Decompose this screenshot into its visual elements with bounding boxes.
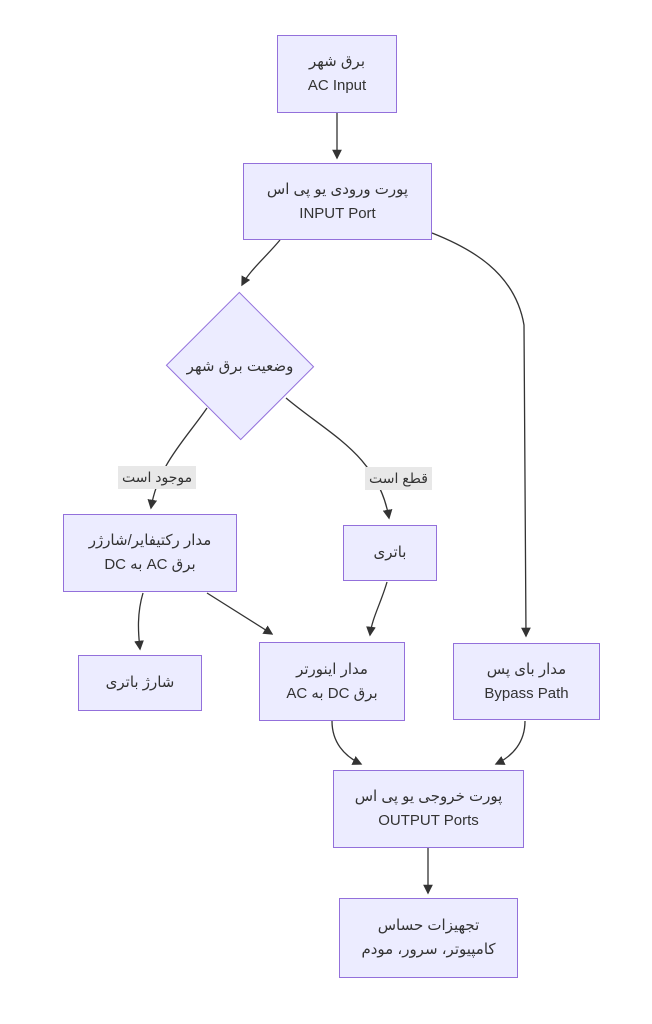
- node-output-port: [333, 770, 524, 848]
- node-battery-charge-label: شارژ باتری: [105, 674, 175, 691]
- node-bypass-label-fa: مدار بای پس: [486, 660, 567, 678]
- node-input-port: [243, 163, 432, 240]
- node-decision-label: وضعیت برق شهر: [186, 358, 294, 375]
- node-sensitive-equipment: [339, 898, 518, 978]
- node-bypass: [453, 643, 600, 720]
- node-inverter-label-fa: مدار اینورتر: [296, 660, 368, 678]
- node-ac-input-label-fa: برق شهر: [308, 53, 365, 70]
- edge-decision-to-battery: [286, 398, 389, 518]
- edge-label-power-cut: قطع است: [365, 467, 432, 490]
- edge-label-power-available: موجود است: [118, 466, 196, 489]
- node-battery: [343, 525, 437, 581]
- node-inverter: [259, 642, 405, 721]
- node-ac-input-label-en: AC Input: [307, 77, 367, 94]
- node-rectifier-label-fa: مدار رکتیفایر/شارژر: [88, 532, 212, 549]
- node-rectifier-charger: [63, 514, 237, 592]
- node-battery-label: باتری: [373, 544, 407, 561]
- edge-inputport-to-decision: [242, 240, 280, 285]
- edge-rectifier-to-inverter: [207, 593, 272, 634]
- node-output-port-label-fa: پورت خروجی یو پی اس: [354, 788, 503, 805]
- node-input-port-label-fa: پورت ورودی یو پی اس: [266, 180, 409, 198]
- node-equipment-label-sub: کامپیوتر، سرور، مودم: [361, 941, 496, 958]
- node-input-port-label-en: INPUT Port: [299, 204, 376, 222]
- edge-inputport-to-bypass: [432, 233, 526, 636]
- node-output-port-label-en: OUTPUT Ports: [378, 812, 479, 829]
- edge-decision-to-rectifier: [151, 408, 207, 508]
- node-rectifier-label-sub: برق AC به DC: [104, 556, 196, 573]
- edge-inverter-to-output: [332, 721, 361, 764]
- node-bypass-label-en: Bypass Path: [484, 684, 569, 702]
- node-battery-charge: [78, 655, 202, 711]
- edge-battery-to-inverter: [370, 582, 387, 635]
- node-inverter-label-sub: برق DC به AC: [286, 684, 378, 702]
- node-ac-input: [277, 35, 397, 113]
- node-equipment-label-fa: تجهیزات حساس: [377, 917, 480, 934]
- edge-bypass-to-output: [496, 721, 525, 764]
- edge-rectifier-to-charge: [138, 593, 143, 649]
